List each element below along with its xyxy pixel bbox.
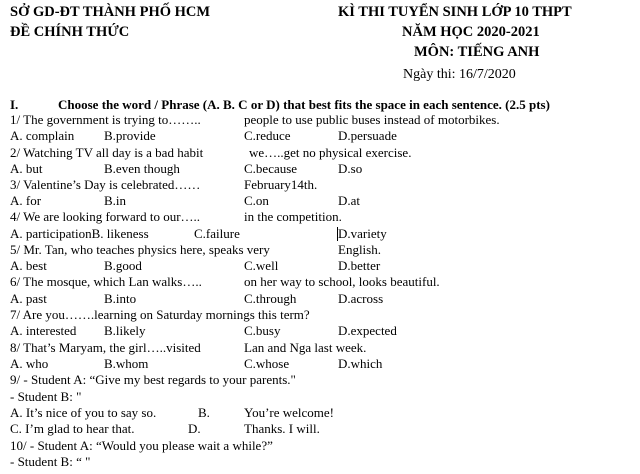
question-7-option-c[interactable]: C.busy — [244, 323, 281, 338]
question-9-option-b-letter[interactable]: B. — [198, 405, 210, 420]
question-9-option-b[interactable]: You’re welcome! — [244, 405, 335, 420]
question-5-stem: 5/ Mr. Tan, who teaches physics here, speaks very — [10, 242, 270, 257]
question-4-option-a-b[interactable]: A. participationB. likeness — [10, 226, 149, 241]
question-6-stem-end: on her way to school, looks beautiful. — [244, 274, 440, 289]
question-9-option-a[interactable]: A. It’s nice of you to say so. — [10, 405, 157, 420]
exam-title: KÌ THI TUYỂN SINH LỚP 10 THPT — [338, 4, 572, 20]
question-3-option-a[interactable]: A. for — [10, 193, 42, 208]
question-9-student-b: - Student B: " — [10, 389, 82, 404]
question-9-option-d-letter[interactable]: D. — [188, 421, 201, 436]
question-10-student-b: - Student B: “ " — [10, 454, 91, 469]
question-3-option-d[interactable]: D.at — [338, 193, 361, 208]
official-label: ĐỀ CHÍNH THỨC — [10, 24, 130, 40]
question-2-stem-end: we…..get no physical exercise. — [249, 145, 412, 160]
question-3-stem-end: February14th. — [244, 177, 318, 192]
question-8-stem-end: Lan and Nga last week. — [244, 340, 367, 355]
question-3-stem: 3/ Valentine’s Day is celebrated…… — [10, 177, 201, 192]
question-1-option-c[interactable]: C.reduce — [244, 128, 291, 143]
question-5-option-b[interactable]: B.good — [104, 258, 142, 273]
subject: MÔN: TIẾNG ANH — [414, 44, 540, 60]
question-3-option-b[interactable]: B.in — [104, 193, 127, 208]
question-9-option-d[interactable]: Thanks. I will. — [244, 421, 320, 436]
question-10-prompt: 10/ - Student A: “Would you please wait a while?” — [10, 438, 273, 453]
question-7-option-b[interactable]: B.likely — [104, 323, 146, 338]
section-number: I. — [10, 97, 19, 112]
question-6-option-c[interactable]: C.through — [244, 291, 297, 306]
question-2-stem: 2/ Watching TV all day is a bad habit — [10, 145, 204, 160]
question-2-option-d[interactable]: D.so — [338, 161, 363, 176]
question-6-option-a[interactable]: A. past — [10, 291, 47, 306]
question-7-option-d[interactable]: D.expected — [338, 323, 397, 338]
question-1-option-d[interactable]: D.persuade — [338, 128, 397, 143]
question-2-option-c[interactable]: C.because — [244, 161, 298, 176]
question-2-option-a[interactable]: A. but — [10, 161, 43, 176]
question-1-stem: 1/ The government is trying to…….. — [10, 112, 201, 127]
question-8-option-a[interactable]: A. who — [10, 356, 49, 371]
exam-date: Ngày thi: 16/7/2020 — [403, 67, 516, 82]
question-7-stem: 7/ Are you…….learning on Saturday mornings this term? — [10, 307, 310, 322]
question-8-option-b[interactable]: B.whom — [104, 356, 149, 371]
question-6-option-b[interactable]: B.into — [104, 291, 137, 306]
question-1-option-b[interactable]: B.provide — [104, 128, 156, 143]
question-6-stem: 6/ The mosque, which Lan walks….. — [10, 274, 202, 289]
question-5-option-d[interactable]: D.better — [338, 258, 381, 273]
question-3-option-c[interactable]: C.on — [244, 193, 269, 208]
question-5-option-c[interactable]: C.well — [244, 258, 279, 273]
question-9-prompt: 9/ - Student A: “Give my best regards to your parents." — [10, 372, 296, 387]
question-4-stem-end: in the competition. — [244, 209, 342, 224]
department-title: SỞ GD-ĐT THÀNH PHỐ HCM — [10, 4, 211, 20]
school-year: NĂM HỌC 2020-2021 — [402, 24, 540, 40]
question-1-option-a[interactable]: A. complain — [10, 128, 75, 143]
question-8-stem: 8/ That’s Maryam, the girl…..visited — [10, 340, 201, 355]
question-7-option-a[interactable]: A. interested — [10, 323, 77, 338]
question-2-option-b[interactable]: B.even though — [104, 161, 180, 176]
question-4-option-c[interactable]: C.failure — [194, 226, 240, 241]
question-6-option-d[interactable]: D.across — [338, 291, 384, 306]
question-9-option-c[interactable]: C. I’m glad to hear that. — [10, 421, 135, 436]
question-5-option-a[interactable]: A. best — [10, 258, 47, 273]
question-1-stem-end: people to use public buses instead of motorbikes. — [244, 112, 500, 127]
question-4-option-d[interactable]: D.variety — [338, 226, 387, 241]
section-instruction: Choose the word / Phrase (A. B. C or D) that best fits the space in each sentence. (2.5 pts) — [58, 97, 550, 112]
question-8-option-d[interactable]: D.which — [338, 356, 383, 371]
question-4-stem: 4/ We are looking forward to our….. — [10, 209, 201, 224]
question-8-option-c[interactable]: C.whose — [244, 356, 290, 371]
question-5-stem-end: English. — [338, 242, 381, 257]
